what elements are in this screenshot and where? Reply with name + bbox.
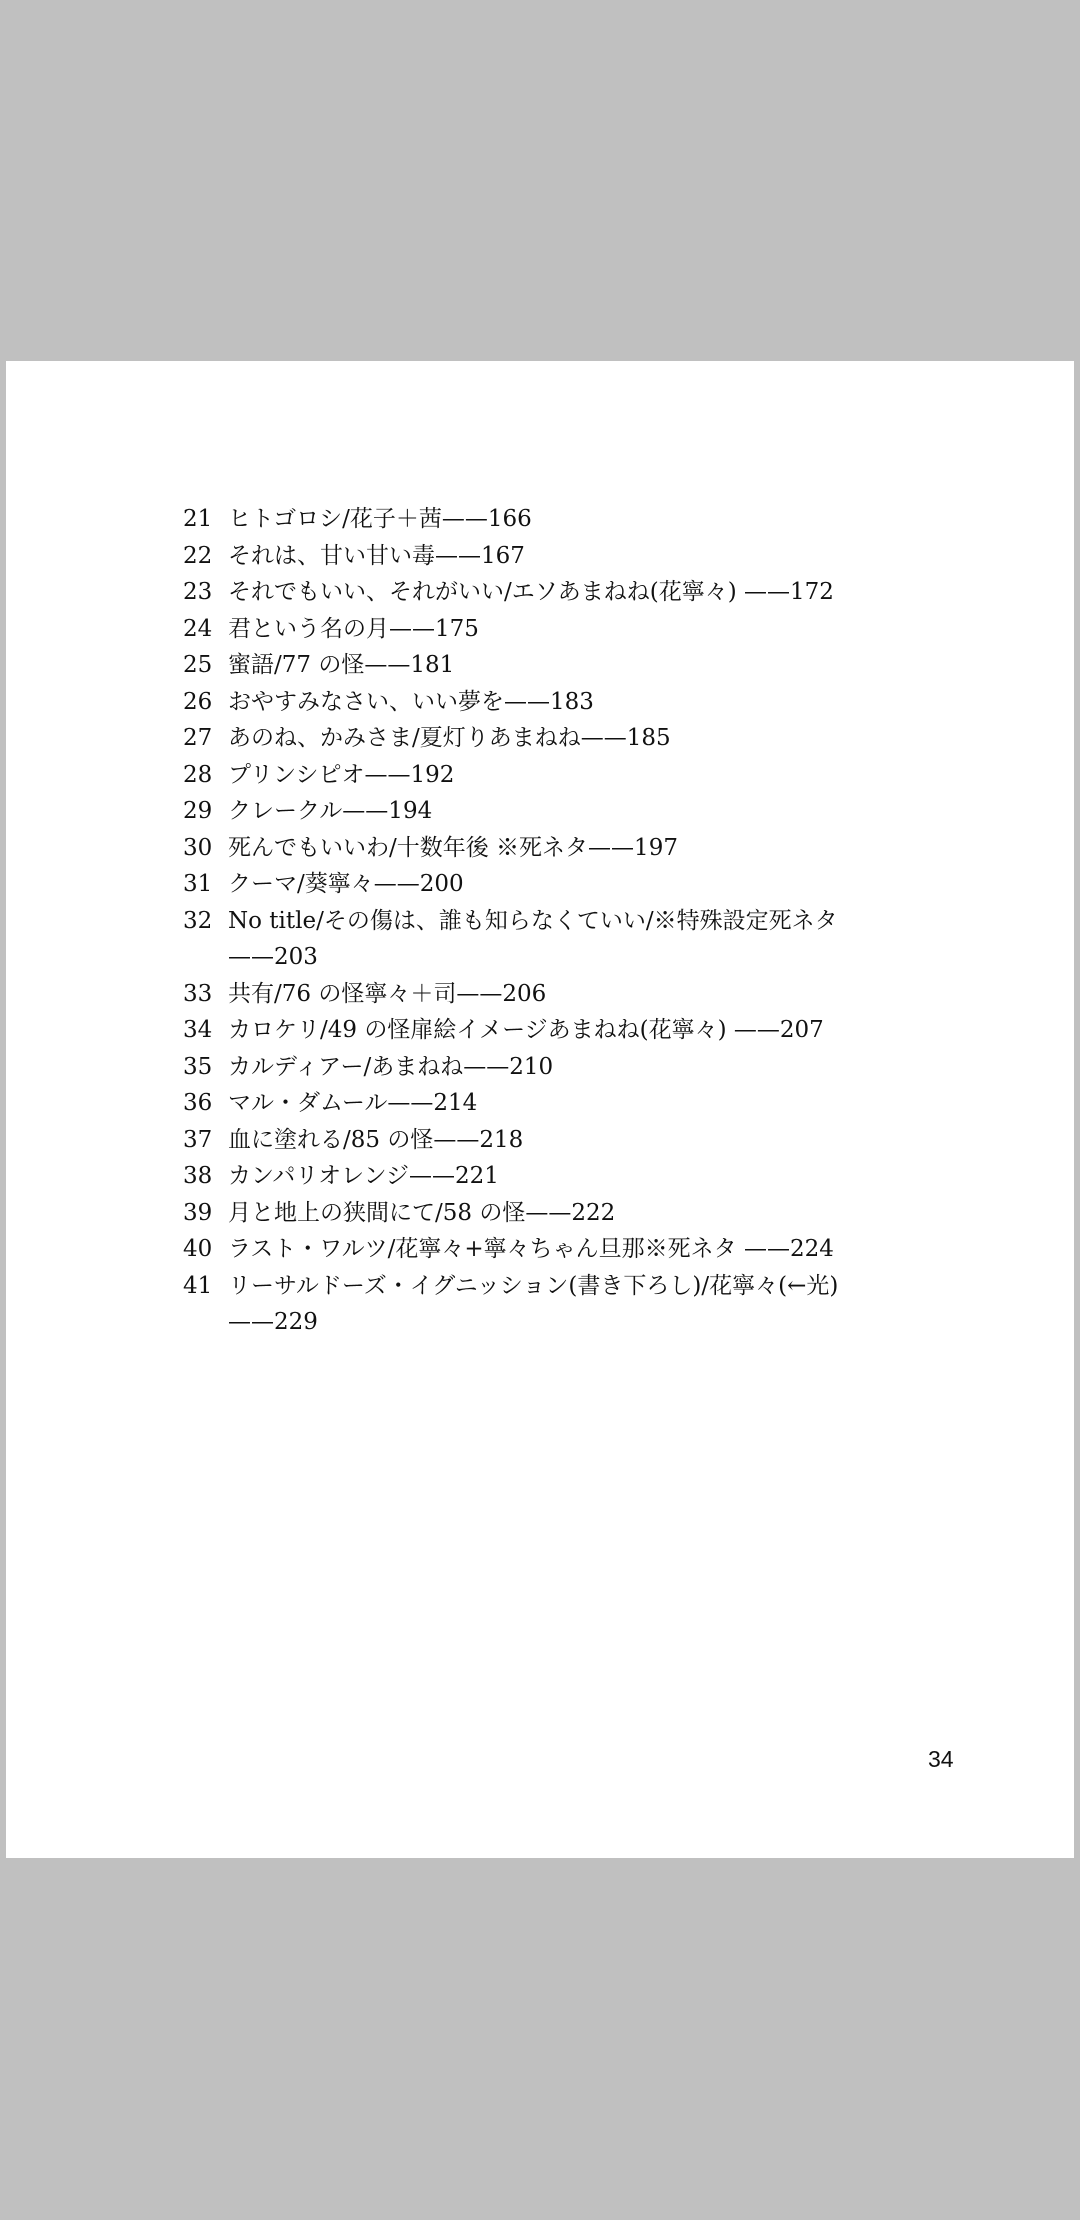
toc-entry-title (228, 720, 943, 757)
toc-entry-number: 39 (183, 1199, 213, 1226)
toc-entry-title (228, 866, 943, 903)
toc-entry-title (228, 501, 943, 538)
toc-entry-number: 40 (183, 1236, 213, 1262)
toc-entry-number: 33 (183, 980, 213, 1007)
toc-entry-text: それでもいい、それがいい/エソあまねね(花寧々) ——172 (228, 579, 834, 605)
toc-entry-continuation: ——203 (228, 944, 318, 970)
toc-entry-text: 共有/76 の怪寧々＋司——206 (228, 980, 547, 1007)
toc-entry-text: カルディアー/あまねね——210 (228, 1053, 554, 1080)
toc-entry-text: クーマ/葵寧々——200 (228, 871, 464, 897)
toc-entry (183, 501, 943, 538)
toc-entry (183, 1122, 943, 1159)
toc-entry-title (228, 830, 943, 867)
toc-entry (183, 1268, 943, 1341)
toc-entry-text: 血に塗れる/85 の怪——218 (228, 1126, 524, 1153)
toc-entry-text: おやすみなさい、いい夢を——183 (228, 688, 594, 715)
toc-entry-number: 35 (183, 1053, 213, 1080)
toc-entry-title (228, 647, 943, 684)
toc-entry-text: 死んでもいいわ/十数年後 ※死ネタ——197 (228, 834, 678, 861)
toc-entry-continuation: ——229 (228, 1309, 318, 1335)
toc-entry (183, 793, 943, 830)
document-page (6, 361, 1074, 1858)
toc-entry-title (228, 1049, 943, 1086)
toc-entry-title (228, 574, 943, 611)
toc-entry-number: 28 (183, 761, 213, 788)
toc-entry-number: 25 (183, 652, 213, 678)
toc-entry-number: 27 (183, 725, 213, 751)
toc-entry-number: 31 (183, 871, 213, 897)
toc-entry-text: 君という名の月——175 (228, 615, 479, 642)
toc-entry-number: 38 (183, 1163, 213, 1189)
toc-entry-text: 蜜語/77 の怪——181 (228, 652, 455, 678)
toc-entry (183, 1085, 943, 1122)
toc-entry-title (228, 611, 943, 648)
toc-entry-number: 24 (183, 615, 213, 642)
toc-entry-title (228, 1122, 943, 1159)
toc-entry-number: 23 (183, 579, 213, 605)
page-number: 34 (928, 1746, 954, 1772)
toc-entry-number: 32 (183, 907, 213, 934)
toc-entry-title (228, 538, 943, 575)
toc-entry (183, 720, 943, 757)
toc-entry-text: クレークル——194 (228, 798, 433, 824)
toc-entry (183, 903, 943, 976)
toc-entry-text: No title/その傷は、誰も知らなくていい/※特殊設定死ネタ (228, 907, 838, 934)
toc-entry-text: リーサルドーズ・イグニッション(書き下ろし)/花寧々(←光) (228, 1272, 839, 1299)
toc-entry-title (228, 1268, 943, 1341)
toc-entry-text: あのね、かみさま/夏灯りあまねね——185 (228, 725, 671, 751)
table-of-contents (183, 501, 943, 1341)
toc-entry (183, 1158, 943, 1195)
toc-entry-number: 30 (183, 834, 213, 861)
toc-entry (183, 538, 943, 575)
toc-entry-title (228, 1085, 943, 1122)
toc-entry-title (228, 1195, 943, 1232)
toc-entry-text: それは、甘い甘い毒——167 (228, 542, 525, 569)
toc-entry-text: カンパリオレンジ——221 (228, 1163, 499, 1189)
toc-entry-title (228, 1158, 943, 1195)
toc-entry-text: カロケリ/49 の怪扉絵イメージあまねね(花寧々) ——207 (228, 1017, 824, 1043)
toc-entry (183, 1231, 943, 1268)
toc-entry-title (228, 757, 943, 794)
toc-entry-number: 22 (183, 542, 213, 569)
toc-entry-number: 29 (183, 798, 213, 824)
toc-entry-number: 36 (183, 1090, 213, 1116)
toc-entry-number: 34 (183, 1017, 213, 1043)
toc-entry-text: プリンシピオ——192 (228, 761, 455, 788)
toc-entry-text: ヒトゴロシ/花子＋茜——166 (228, 506, 532, 532)
toc-entry-number: 41 (183, 1272, 213, 1299)
toc-entry-title (228, 976, 943, 1013)
toc-entry (183, 830, 943, 867)
toc-entry (183, 757, 943, 794)
toc-entry-text: 月と地上の狭間にて/58 の怪——222 (228, 1199, 616, 1226)
toc-entry (183, 611, 943, 648)
toc-entry-title (228, 1012, 943, 1049)
toc-entry (183, 976, 943, 1013)
toc-entry-number: 21 (183, 506, 213, 532)
toc-entry (183, 866, 943, 903)
toc-entry-title (228, 903, 943, 976)
toc-entry (183, 1012, 943, 1049)
toc-entry-text: マル・ダムール——214 (228, 1090, 478, 1116)
toc-entry-title (228, 1231, 943, 1268)
toc-entry-title (228, 684, 943, 721)
toc-entry-text: ラスト・ワルツ/花寧々+寧々ちゃん旦那※死ネタ ——224 (228, 1236, 834, 1262)
toc-entry (183, 574, 943, 611)
toc-entry (183, 1195, 943, 1232)
toc-entry (183, 1049, 943, 1086)
toc-entry-number: 26 (183, 688, 213, 715)
toc-entry (183, 684, 943, 721)
toc-entry-number: 37 (183, 1126, 213, 1153)
toc-entry (183, 647, 943, 684)
toc-entry-title (228, 793, 943, 830)
